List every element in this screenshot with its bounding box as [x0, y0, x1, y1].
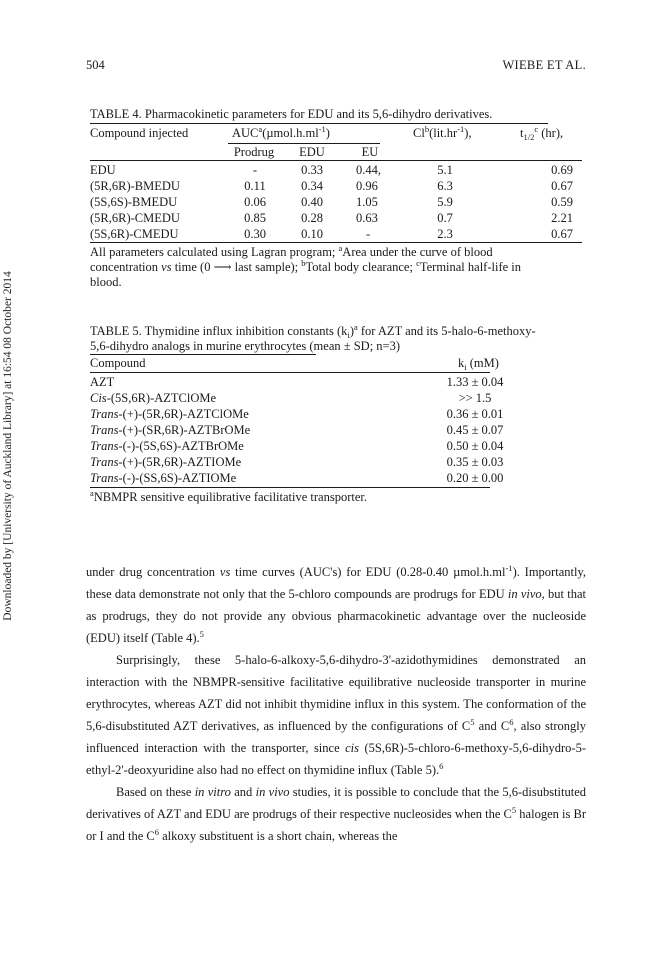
page-number: 504 [86, 58, 105, 72]
table5-col-ki: $k_i$ (mM) [458, 356, 499, 372]
table4-cell-edu: 0.40 [301, 195, 323, 209]
table4-cell-prodrug: 0.85 [244, 211, 266, 225]
table5-top-rule [90, 354, 316, 355]
table5-cell-ki: 0.20 ± 0.00 [446, 471, 504, 485]
table4-cell-cl: 5.1 [437, 163, 453, 177]
table4-cell-eu: - [366, 227, 371, 241]
table4-cell-t-half: 0.67 [551, 179, 573, 193]
table4-cell-compound: (5S,6S)-BMEDU [90, 195, 178, 209]
table4-sub-edu: EDU [299, 145, 325, 159]
table4-sub-eu: EU [361, 145, 379, 159]
table4-cell-eu: 1.05 [356, 195, 378, 209]
table5-header-rule [90, 372, 490, 373]
table5-cell-compound: Trans-(+)-(SR,6R)-AZTBrOMe [90, 423, 251, 437]
running-head: WIEBE ET AL. [502, 58, 586, 72]
table4-cell-t-half: 0.69 [551, 163, 573, 177]
table5-bottom-rule [90, 487, 490, 488]
table5-cell-ki: 0.36 ± 0.01 [446, 407, 504, 421]
table4-cell-prodrug: - [252, 163, 258, 177]
table4-cell-compound: EDU [90, 163, 116, 177]
table4-col-auc: $AUC^a(\mu mol.h.ml^{-1})$ [232, 124, 330, 140]
table4-cell-compound: (5S,6R)-CMEDU [90, 227, 179, 241]
body-text [86, 561, 586, 847]
table5-footnote: $^a$NBMPR sensitive equilibrative facilitative transporter. [90, 488, 367, 504]
table4-sub-prodrug: Prodrug [233, 145, 275, 159]
table4-bottom-rule [90, 242, 582, 243]
table4-footnote: All parameters calculated using Lagran program; $^a$Area under the curve of blood concentration vs time (0 ⟶ last sample); $^b$Total body clearance; $^c$Terminal half-life in blood. [90, 243, 522, 289]
table4-cell-cl: 6.3 [437, 179, 453, 193]
table5-cell-compound: Trans-(+)-(5R,6R)-AZTClOMe [90, 407, 249, 421]
table4-caption: TABLE 4. Pharmacokinetic parameters for EDU and its 5,6-dihydro derivatives. [90, 107, 493, 121]
table4-col-compound: Compound injected [90, 126, 189, 140]
table5-cell-compound: Trans-(-)-(SS,6S)-AZTIOMe [90, 471, 237, 485]
table4-cell-cl: 5.9 [437, 195, 453, 209]
table5-cell-ki: 0.45 ± 0.07 [446, 423, 504, 437]
table4-cell-eu: 0.63 [356, 211, 378, 225]
table4-cell-edu: 0.33 [301, 163, 323, 177]
table5-cell-ki: 1.33 ± 0.04 [446, 375, 504, 389]
table4-header-rule [90, 160, 582, 161]
table5-cell-ki: 0.50 ± 0.04 [446, 439, 504, 453]
table4-cell-prodrug: 0.30 [244, 227, 266, 241]
table4-col-cl: $Cl^b(lit.hr^{-1})$, [413, 124, 472, 140]
table5-col-compound: Compound [90, 356, 146, 370]
table4-cell-t-half: 2.21 [551, 211, 573, 225]
table5-caption: TABLE 5. Thymidine influx inhibition constants $(k_i)^a$ for AZT and its 5-halo-6-methoxy- 5,6-dihydro analogs in murine erythrocytes (mean ± SD; n=3) [90, 322, 536, 353]
table4-cell-prodrug: 0.06 [244, 195, 266, 209]
table5-cell-compound: Cis-(5S,6R)-AZTClOMe [90, 391, 217, 405]
table4-cell-edu: 0.34 [301, 179, 323, 193]
table4-col-t-half: $t_{1/2}^c$ (hr), [520, 124, 564, 142]
table5-cell-ki: 0.35 ± 0.03 [446, 455, 504, 469]
table4-cell-cl: 2.3 [437, 227, 453, 241]
table4-cell-t-half: 0.59 [551, 195, 573, 209]
download-notice: Downloaded by [University of Auckland Library] at 16:54 08 October 2014 [2, 271, 14, 621]
table5-cell-ki: >> 1.5 [458, 391, 492, 405]
table4-cell-compound: (5R,6R)-BMEDU [90, 179, 180, 193]
paragraph: Based on these in vitro and in vivo studies, it is possible to conclude that the 5,6-disubstituted derivatives of AZT and EDU are prodrugs of their respective nucleosides when the $C^5$ halogen is Br or I and the $C^6$ alkoxy substituent is a short chain, whereas the [86, 785, 587, 843]
table4-cell-eu: 0.44, [356, 163, 381, 177]
paragraph: Surprisingly, these 5-halo-6-alkoxy-5,6-dihydro-3'-azidothymidines demonstrated an interaction with the NBMPR-sensitive facilitative equilibrative nucleoside transporter in murine erythrocytes, whereas AZT did not inhibit thymidine influx in this system. The conformation of the 5,6-disubstituted AZT derivatives, as influenced by the configurations of $C^5$ and $C^6$, also strongly influenced interaction with the transporter, since cis (5S,6R)-5-chloro-6-methoxy-5,6-dihydro-5-ethyl-2'-deoxyuridine also had no effect on thymidine influx (Table 5).$^6$ [86, 653, 587, 777]
table4-auc-rule [228, 143, 380, 144]
table4-cell-edu: 0.28 [301, 211, 323, 225]
table4-cell-cl: 0.7 [437, 211, 453, 225]
table5-cell-compound: AZT [90, 375, 115, 389]
table4-cell-edu: 0.10 [301, 227, 323, 241]
table4-cell-t-half: 0.67 [551, 227, 573, 241]
paragraph: under drug concentration vs time curves (AUC's) for EDU (0.28-0.40 $\mu mol.h.ml^{-1}$). Importantly, these data demonstrate not only that the 5-chloro compounds are prodrugs for EDU in vivo, but that as prodrugs, they do not provide any obvious pharmacokinetic advantage over the nucleoside (EDU) itself (Table 4).$^5$ [86, 563, 587, 645]
table4-cell-prodrug: 0.11 [244, 179, 266, 193]
table4-cell-compound: (5R,6R)-CMEDU [90, 211, 180, 225]
table4-cell-eu: 0.96 [356, 179, 378, 193]
table5-cell-compound: Trans-(-)-(5S,6S)-AZTBrOMe [90, 439, 244, 453]
table5-cell-compound: Trans-(+)-(5R,6R)-AZTIOMe [90, 455, 242, 469]
